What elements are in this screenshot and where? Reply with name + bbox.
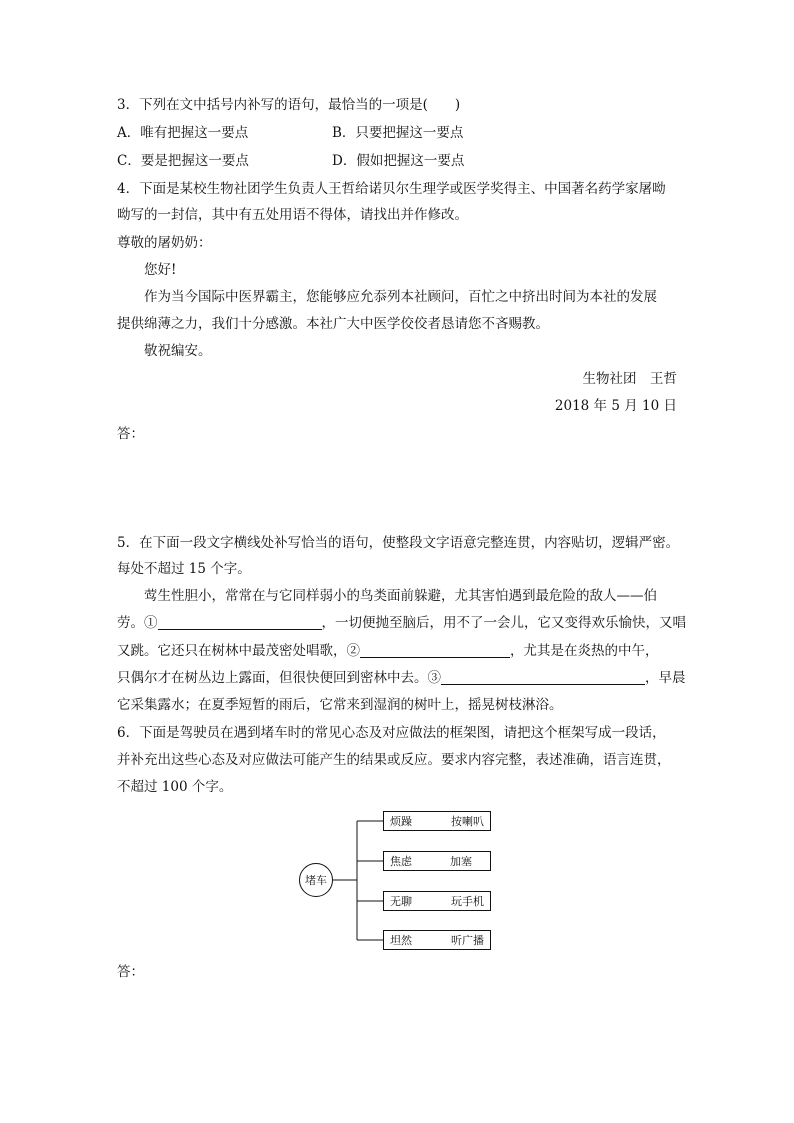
q3-option-d: D．假如把握这一要点 <box>332 153 465 169</box>
q6-stem-line3: 不超过 100 个字。 <box>117 779 233 795</box>
letter-closing: 敬祝编安。 <box>144 343 212 359</box>
diagram-box-3 <box>383 891 491 911</box>
q4-answer-label: 答： <box>117 426 144 442</box>
letter-date: 2018 年 5 月 10 日 <box>554 398 677 414</box>
q5-stem-line1: 5．在下面一段文字横线处补写恰当的语句，使整段文字语意完整连贯，内容贴切，逻辑严密。 <box>117 535 680 551</box>
diagram-action: 玩手机 <box>451 895 484 908</box>
q5-stem-line2: 每处不超过 15 个字。 <box>117 561 251 577</box>
q4-stem-line2: 呦写的一封信，其中有五处用语不得体，请找出并作修改。 <box>117 207 468 223</box>
diagram-box-2 <box>383 851 491 871</box>
diagram-center-node: 堵车 <box>299 863 333 897</box>
q3-stem: 3．下列在文中括号内补写的语句，最恰当的一项是( ) <box>117 97 461 113</box>
q5-text-3b: ，尤其是在炎热的中午， <box>510 643 659 659</box>
diagram-box-4 <box>383 930 491 950</box>
q3-option-a: A．唯有把握这一要点 <box>117 125 249 141</box>
q5-text-4a: 只偶尔才在树丛边上露面，但很快便回到密林中去。③ <box>117 670 441 686</box>
letter-greeting: 您好! <box>144 262 177 278</box>
q6-stem-line2: 并补充出这些心态及对应做法可能产生的结果或反应。要求内容完整，表述准确，语言连贯， <box>117 752 671 768</box>
q5-paragraph-line1: 莺生性胆小，常常在与它同样弱小的鸟类面前躲避，尤其害怕遇到最危险的敌人——伯 <box>144 588 657 604</box>
q3-option-b: B．只要把握这一要点 <box>332 125 464 141</box>
diagram-state: 无聊 <box>390 895 412 908</box>
diagram-state: 坦然 <box>390 934 412 947</box>
letter-body-line2: 提供绵薄之力，我们十分感激。本社广大中医学佼佼者恳请您不吝赐教。 <box>117 316 549 332</box>
letter-body-line1: 作为当今国际中医界霸主，您能够应允忝列本社顾问，百忙之中挤出时间为本社的发展 <box>144 289 657 305</box>
q5-text-3a: 又跳。它还只在树林中最茂密处唱歌，② <box>117 643 360 659</box>
diagram-state: 焦虑 <box>390 855 412 868</box>
diagram-state: 烦躁 <box>390 815 412 828</box>
q3-option-c: C．要是把握这一要点 <box>117 153 249 169</box>
q6-stem-line1: 6．下面是驾驶员在遇到堵车时的常见心态及对应做法的框架图，请把这个框架写成一段话， <box>117 725 666 741</box>
q5-text-2a: 劳。① <box>117 615 158 631</box>
diagram-box-1 <box>383 811 491 831</box>
diagram-action: 听广播 <box>451 934 484 947</box>
q4-stem-line1: 4．下面是某校生物社团学生负责人王哲给诺贝尔生理学或医学奖得主、中国著名药学家屠呦 <box>117 181 666 197</box>
q5-paragraph-line5: 它采集露水；在夏季短暂的雨后，它常来到湿润的树叶上，摇晃树枝淋浴。 <box>117 697 563 713</box>
letter-signature: 生物社团 王哲 <box>582 371 677 387</box>
q6-answer-label: 答： <box>117 964 144 980</box>
letter-salutation: 尊敬的屠奶奶： <box>117 235 212 251</box>
q5-text-2b: ，一切便抛至脑后，用不了一会儿，它又变得欢乐愉快，又唱 <box>321 615 686 631</box>
q5-text-4b: ，早晨 <box>645 670 686 686</box>
diagram-action: 加塞 <box>450 855 472 868</box>
diagram-action: 按喇叭 <box>451 815 484 828</box>
